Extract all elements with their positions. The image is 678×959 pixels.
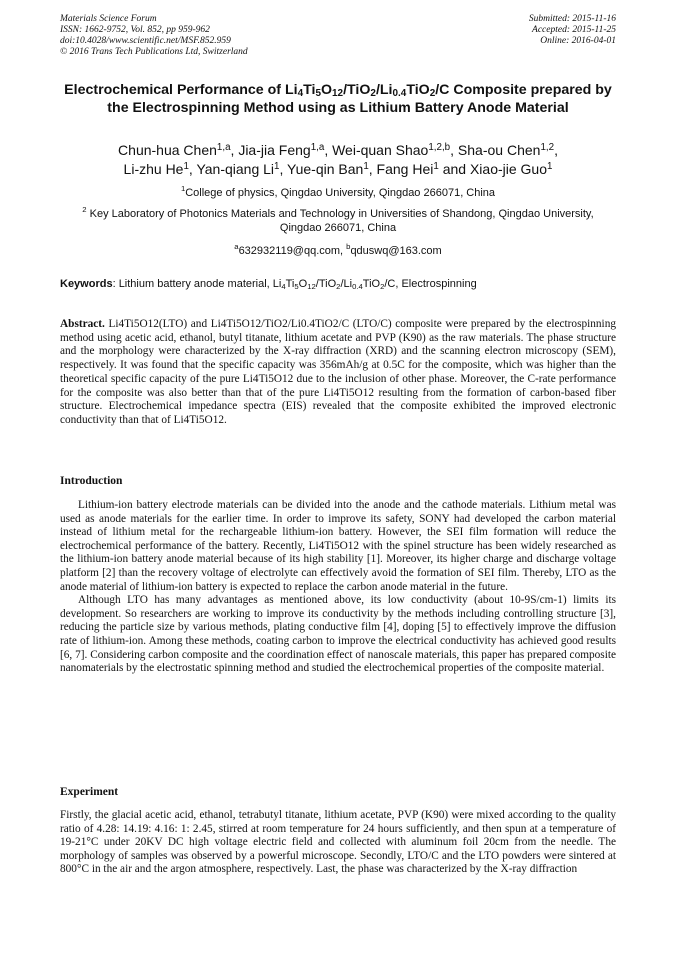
section-heading-introduction: Introduction [60, 475, 123, 487]
online-date: Online: 2016-04-01 [540, 36, 616, 46]
author: Fang Hei$^1$ and [376, 161, 470, 177]
author: Jia-jia Feng$^{1,a}$, [238, 142, 333, 158]
abstract-text: Li4Ti5O12(LTO) and Li4Ti5O12/TiO2/Li0.4TiO2/C (LTO/C) composite were prepared by the electrospinning method using acetic acid, ethanol, butyl titanate, lithium acetate and PVP (K90) as the raw materials. The phase structure and the morphology were characterized by the X-ray diffraction (XRD) and the scanning electron microscopy (SEM), respectively. It was found that the specific capacity was 356mAh/g at 0.5C for the composite, which was higher than the theoretical specific capacity of the pure Li4Ti5O12 due to the inclusion of other phase. Moreover, the C-rate performance for the composite was also better than that of the pure Li4Ti5O12 resulting from the formation of carbon-based fiber structure. Electrochemical impedance spectra (EIS) revealed that the composite exhibited the improved electronic conductivity than that of Li4Ti5O12. [60, 318, 616, 426]
author: Wei-quan Shao$^{1,2,b}$, [332, 142, 458, 158]
keywords-label: Keywords [60, 278, 113, 290]
author: Xiao-jie Guo$^1$ [469, 161, 553, 177]
section-heading-experiment: Experiment [60, 786, 119, 798]
author: Yan-qiang Li$^1$, [196, 161, 288, 177]
accepted-date: Accepted: 2015-11-25 [532, 25, 616, 35]
author: Yue-qin Ban$^1$, [287, 161, 377, 177]
affiliation-1: $^1$College of physics, Qingdao University, Qingdao 266071, China [180, 184, 496, 199]
abstract-label: Abstract. [60, 318, 105, 330]
email-a[interactable]: 632932119@qq.com, [238, 245, 347, 257]
journal-info [60, 14, 248, 58]
author: Chun-hua Chen$^{1,a}$, [118, 142, 239, 158]
author: Li-zhu He$^1$, [123, 161, 197, 177]
author: Sha-ou Chen$^{1,2}$, [457, 142, 558, 158]
paragraph: Although LTO has many advantages as mentioned above, its low conductivity (about 10-9S/cm-1) limits its development. So researchers are working to improve its conductivity by the methods including controlling structure [3], reducing the particle size by various methods, plating conductive film [4], doping [5] to effectively improve the diffusion rate of lithium-ion. Among these methods, coating carbon to improve the electrical conductivity has achieved good results [6, 7]. Considering carbon composite and the coordination effect of nanoscale materials, this paper has prepared composite nanomaterials by the electrostatic spinning method and studied the electrochemical properties of the composite material. [60, 594, 616, 675]
paragraph: Lithium-ion battery electrode materials can be divided into the anode and the cathode materials. Lithium metal was used as anode materials for the earlier time. In order to improve its safety, SONY had developed the carbon material instead of lithium metal for the rechargeable lithium-ion battery. However, the SEI film formation will reduce the electrochemical performance of the battery. Recently, Li4Ti5O12 with the spinel structure has been widely researched as the lithium-ion battery anode material because of its high stability [1]. Moreover, its higher charge and discharge voltage platform [2] than the recovery voltage of electrolyte can effectively avoid the formation of SEI film. Thereby, LTO as the anode material of lithium-ion battery is expected to replace the carbon anode material in the future. [60, 499, 616, 593]
author-emails: $^a$632932119@qq.com, $^b$qduswq@163.com [234, 242, 442, 257]
experiment-body [60, 809, 616, 877]
introduction-body [60, 499, 616, 676]
submission-dates [529, 14, 616, 47]
journal-doi: doi:10.4028/www.scientific.net/MSF.852.959 [60, 36, 231, 46]
affiliation-2: $^2$ Key Laboratory of Photonics Materials and Technology in Universities of Shandong, Qingdao University, Qingdao 266071, China [82, 205, 594, 234]
paragraph: Firstly, the glacial acetic acid, ethanol, tetrabutyl titanate, lithium acetate, PVP (K90) were mixed according to the quality ratio of 4.28: 14.19: 4.16: 1: 2.45, stirred at room temperature for 24 hours sufficiently, and then spun at a temperature of 19-21°C under 20KV DC high voltage electric field and collected with aluminum foil 20cm from the needle. The morphology of samples was observed by a powerful microscope. Secondly, LTO/C and the LTO powders were sintered at 800°C in the air and the argon atmosphere, respectively. Last, the phase was characterized by the X-ray diffraction [60, 809, 616, 876]
paper-title: Electrochemical Performance of $Li_4Ti_5O_{12}/TiO_2/Li_{0.4}TiO_2/C$ Composite prepared by the Electrospinning Method using as Lithium Battery Anode Material [64, 82, 612, 116]
email-b[interactable]: qduswq@163.com [350, 245, 442, 257]
author-list [60, 141, 616, 179]
submitted-date: Submitted: 2015-11-16 [528, 14, 616, 24]
journal-issn: ISSN: 1662-9752, Vol. 852, pp 959-962 [60, 25, 210, 35]
abstract [60, 318, 616, 428]
journal-copyright: © 2016 Trans Tech Publications Ltd, Switzerland [60, 47, 248, 57]
journal-name: Materials Science Forum [60, 14, 157, 24]
keywords: Keywords: Lithium battery anode material, $Li_4Ti_5O_{12}/TiO_2/Li_{0.4}TiO_2/C$, Electrospinning [60, 278, 477, 291]
